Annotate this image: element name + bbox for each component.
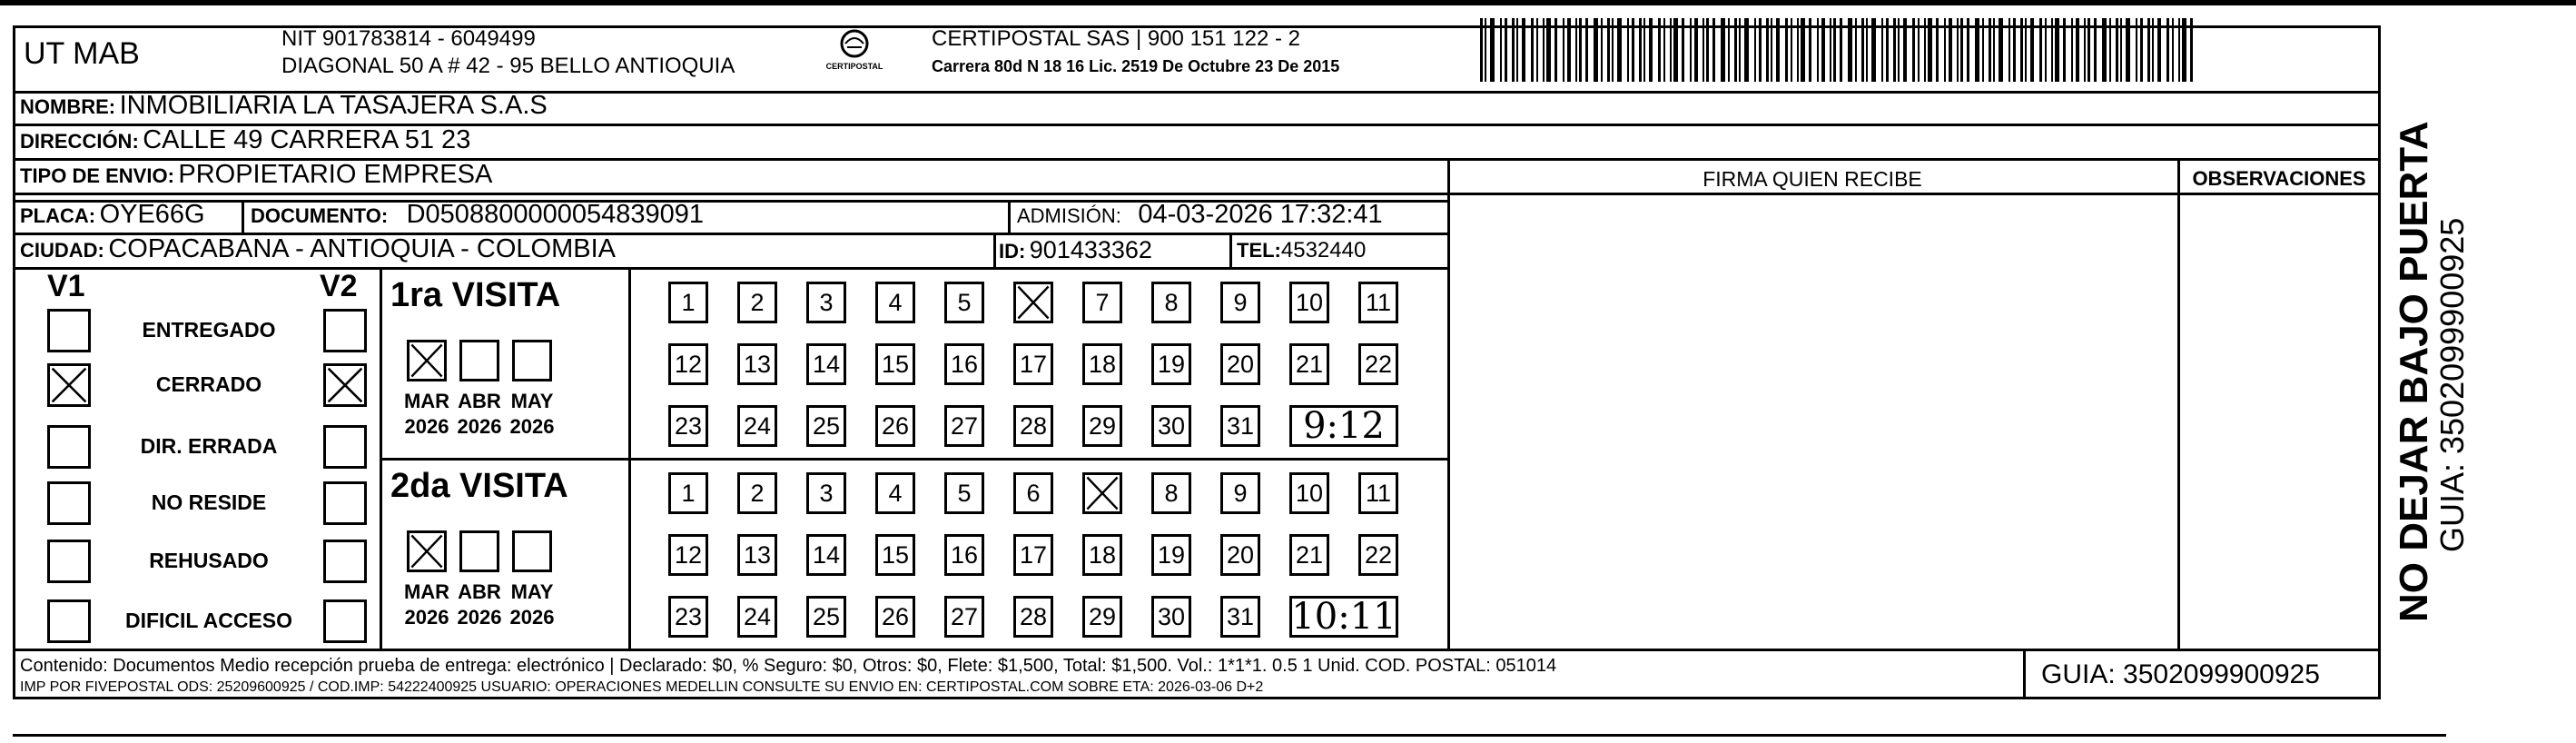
barcode-bar [1658,18,1661,82]
route-code: UT MAB [24,36,140,71]
barcode-bar [1999,18,2003,82]
day-box[interactable]: 14 [806,534,846,576]
barcode-bar [1480,18,1483,82]
v1-checkbox[interactable] [47,363,91,407]
id-cell: ID: 901433362 [999,236,1152,263]
visit-time[interactable]: 9:12 [1289,405,1398,447]
col-line-id [993,233,996,267]
barcode-bar [1505,18,1507,82]
barcode-bar [2051,18,2053,82]
day-box[interactable]: 29 [1082,405,1122,447]
day-box[interactable]: 24 [737,596,777,638]
day-box[interactable]: 2 [737,472,777,514]
barcode-bar [1957,18,1959,82]
status-label: DIR. ERRADA [140,434,278,458]
barcode-bar [2063,18,2066,82]
day-box[interactable]: 24 [737,405,777,447]
day-box[interactable]: 15 [875,534,915,576]
col-line-footer-guide [2023,649,2026,699]
day-box[interactable]: 7 [1082,282,1122,323]
barcode-bar [1898,18,1900,82]
footer-guide: GUIA: 3502099900925 [2041,659,2320,689]
barcode-bar [2087,18,2090,82]
barcode-bar [2140,18,2143,82]
barcode-bar [1579,18,1582,82]
courier-license: Carrera 80d N 18 16 Lic. 2519 De Octubre 23 De 2015 [932,57,1340,75]
barcode-bar [1485,18,1486,82]
v2-checkbox[interactable] [323,481,367,525]
barcode-bar [2055,18,2059,82]
v2-label: V2 [320,269,358,303]
barcode-bar [1617,18,1622,82]
day-box[interactable]: 11 [1358,472,1398,514]
signature-header: FIRMA QUIEN RECIBE [1703,167,1922,191]
barcode-bar [1830,18,1831,82]
barcode-bar [1928,18,1932,82]
barcode-bar [1967,18,1969,82]
barcode-bar [2152,18,2154,82]
month-year: 2026 [457,606,502,629]
barcode-bar [1694,18,1698,82]
day-box[interactable]: 15 [875,343,915,385]
barcode-bar [1871,18,1876,82]
day-box[interactable]: 28 [1013,405,1053,447]
day-box[interactable]: 18 [1082,343,1122,385]
month-label [400,389,454,440]
v1-checkbox[interactable] [47,540,91,583]
shipment-type: PROPIETARIO EMPRESA [178,160,493,189]
barcode-bar [1785,18,1788,82]
barcode-bar [2178,18,2180,82]
v1-checkbox[interactable] [47,599,91,643]
barcode-bar [1612,18,1614,82]
barcode-bar [1866,18,1868,82]
courier-info [932,25,1339,80]
barcode-bar [1546,18,1551,82]
barcode-bar [1543,18,1545,82]
v1-checkbox[interactable] [47,425,91,469]
barcode-bar [2039,18,2042,82]
company-logo [815,27,893,78]
day-box[interactable]: 29 [1082,596,1122,638]
barcode-bar [1912,18,1915,82]
barcode-bar [1893,18,1896,82]
day-box[interactable]: 21 [1289,534,1329,576]
barcode-bar [1563,18,1564,82]
imp-line: IMP POR FIVEPOSTAL ODS: 25209600925 / COD.IMP: 54222400925 USUARIO: OPERACIONES MEDELLIN CONSULTE SU ENVIO EN: CERTIPOSTAL.COM SOBRE ETA: 2026-03-06 D+2 [20,679,1264,695]
address-row: DIRECCIÓN: CALLE 49 CARRERA 51 23 [20,125,471,154]
day-box[interactable]: 31 [1220,405,1260,447]
col-line-signature [1447,158,1450,649]
observations-header: OBSERVACIONES [2192,167,2366,190]
day-box[interactable]: 23 [668,405,708,447]
barcode-bar [1531,18,1534,82]
status-label: REHUSADO [149,549,269,572]
day-box[interactable]: 26 [875,596,915,638]
sender-address: DIAGONAL 50 A # 42 - 95 BELLO ANTIOQUIA [281,54,735,78]
id-value: 901433362 [1029,236,1152,263]
day-box[interactable]: 13 [737,343,777,385]
day-box[interactable] [1013,282,1053,323]
barcode-bar [1771,18,1772,82]
day-box[interactable]: 1 [668,282,708,323]
barcode-bar [1607,18,1610,82]
bottom-border [13,734,2446,737]
day-box[interactable]: 17 [1013,534,1053,576]
admission-value: 04-03-2026 17:32:41 [1138,200,1383,229]
barcode-bar [2190,18,2193,82]
day-box[interactable]: 27 [944,596,984,638]
barcode-bar [1754,18,1756,82]
col-line-plate [242,200,244,233]
visit-title: 2da VISITA [390,467,568,505]
day-box[interactable]: 10 [1289,282,1329,323]
col-line-admission [1008,200,1011,233]
barcode-bar [1594,18,1598,82]
day-box[interactable]: 26 [875,405,915,447]
barcode-bar [2071,18,2073,82]
day-box[interactable]: 8 [1151,472,1191,514]
month-name: MAR [403,580,450,603]
barcode-bar [1776,18,1780,82]
sender-info [281,25,735,80]
barcode-bar [1522,18,1525,82]
month-year: 2026 [509,415,555,438]
v2-checkbox[interactable] [323,540,367,583]
barcode-bar [1797,18,1799,82]
barcode-bar [1833,18,1836,82]
day-box[interactable]: 10 [1289,472,1329,514]
month-label [505,580,559,630]
v2-checkbox[interactable] [323,425,367,469]
month-checkbox[interactable] [459,530,499,572]
month-name: ABR [458,580,501,603]
barcode-bar [1739,18,1741,82]
day-box[interactable]: 12 [668,343,708,385]
status-label: DIFICIL ACCESO [124,609,292,632]
month-checkbox[interactable] [512,340,552,381]
barcode-bar [2008,18,2010,82]
side-guide: GUIA: 3502099900925 [2433,217,2471,552]
barcode-bar [1821,18,1825,82]
barcode-bar [1936,18,1939,82]
day-box[interactable]: 6 [1013,472,1053,514]
barcode-bar [1673,18,1678,82]
barcode-bar [1536,18,1538,82]
row-line-5 [13,267,1447,270]
barcode-bar [1734,18,1737,82]
barcode-bar [2025,18,2027,82]
barcode-bar [2013,18,2016,82]
barcode [1480,18,2206,82]
day-box[interactable]: 14 [806,343,846,385]
barcode-bar [2182,18,2186,82]
barcode-bar [1840,18,1842,82]
barcode-bar [1848,18,1852,82]
barcode-bar [1918,18,1920,82]
status-label: NO RESIDE [151,490,267,514]
barcode-bar [2126,18,2130,82]
courier-company: CERTIPOSTAL SAS | 900 151 122 - 2 [932,26,1300,51]
logo-text: CERTIPOSTAL [825,62,883,71]
day-box[interactable]: 5 [944,472,984,514]
barcode-bar [2166,18,2169,82]
day-box[interactable]: 30 [1151,596,1191,638]
document-cell: DOCUMENTO: D0508800000054839091 [251,200,704,229]
barcode-bar [1791,18,1792,82]
barcode-bar [1567,18,1571,82]
admission-cell: ADMISIÓN: 04-03-2026 17:32:41 [1017,200,1383,229]
day-box[interactable]: 1 [668,472,708,514]
barcode-bar [2076,18,2079,82]
day-box[interactable]: 27 [944,405,984,447]
day-box[interactable]: 11 [1358,282,1398,323]
barcode-bar [1585,18,1588,82]
barcode-bar [1993,18,1995,82]
header-row-line [1447,193,2381,195]
tel-cell: TEL:4532440 [1237,238,1367,263]
v1-label: V1 [47,269,85,303]
plate-value: OYE66G [99,200,205,229]
sender-nit: NIT 901783814 - 6049499 [281,26,536,51]
barcode-bar [1703,18,1704,82]
plate-cell: PLACA: OYE66G [20,200,205,229]
barcode-bar [1554,18,1557,82]
day-box[interactable]: 4 [875,472,915,514]
barcode-bar [1801,18,1805,82]
day-box[interactable]: 9 [1220,472,1260,514]
visit-time[interactable]: 10:11 [1289,596,1398,638]
month-label [452,389,507,440]
day-box[interactable]: 19 [1151,343,1191,385]
barcode-bar [1944,18,1946,82]
barcode-bar [1706,18,1709,82]
barcode-bar [2109,18,2111,82]
barcode-bar [1982,18,1984,82]
top-border [0,0,2576,5]
barcode-bar [2030,18,2034,82]
day-box[interactable]: 9 [1220,282,1260,323]
barcode-bar [1744,18,1749,82]
month-year: 2026 [509,606,555,629]
barcode-bar [2102,18,2107,82]
day-box[interactable]: 13 [737,534,777,576]
day-box[interactable]: 4 [875,282,915,323]
month-checkbox[interactable] [407,530,447,572]
barcode-bar [1575,18,1577,82]
barcode-bar [1759,18,1762,82]
barcode-bar [1903,18,1907,82]
barcode-bar [1766,18,1769,82]
barcode-bar [1601,18,1603,82]
day-box[interactable]: 22 [1358,534,1398,576]
day-box[interactable]: 23 [668,596,708,638]
barcode-bar [2084,18,2086,82]
barcode-bar [1627,18,1629,82]
content-line: Contenido: Documentos Medio recepción prueba de entrega: electrónico | Declarado: $0, % Seguro: $0, Otros: $0, Flete: $1,500, Total: $1,500. Vol.: 1*1*1. 0.5 1 Unid. COD. POSTAL: 051014 [20,656,1557,676]
barcode-bar [1649,18,1653,82]
barcode-bar [1490,18,1495,82]
day-box[interactable]: 18 [1082,534,1122,576]
month-checkbox[interactable] [512,530,552,572]
v2-checkbox[interactable] [323,309,367,352]
v2-checkbox[interactable] [323,363,367,407]
day-box[interactable]: 28 [1013,596,1053,638]
month-label [452,580,507,630]
barcode-bar [2120,18,2122,82]
month-year: 2026 [404,606,449,629]
month-name: MAY [510,390,554,412]
barcode-bar [2094,18,2097,82]
barcode-bar [1712,18,1715,82]
barcode-bar [1960,18,1963,82]
barcode-bar [1516,18,1518,82]
row-line-3 [13,193,1447,195]
barcode-bar [1512,18,1515,82]
day-box[interactable]: 22 [1358,343,1398,385]
visit-separator [380,458,1447,461]
day-box[interactable]: 2 [737,282,777,323]
month-name: MAY [510,580,554,603]
visit-title: 1ra VISITA [390,276,561,314]
barcode-bar [1861,18,1864,82]
barcode-bar [1639,18,1642,82]
barcode-bar [2020,18,2023,82]
col-line-tel [1229,233,1232,267]
barcode-bar [1886,18,1889,82]
day-box[interactable]: 19 [1151,534,1191,576]
day-box[interactable]: 12 [668,534,708,576]
day-box[interactable]: 16 [944,534,984,576]
month-year: 2026 [404,415,449,438]
day-box[interactable]: 16 [944,343,984,385]
barcode-bar [2045,18,2047,82]
barcode-bar [1817,18,1819,82]
barcode-bar [2147,18,2150,82]
recipient-name: INMOBILIARIA LA TASAJERA S.A.S [119,91,548,120]
barcode-bar [1682,18,1684,82]
barcode-bar [2172,18,2174,82]
month-name: ABR [458,390,501,412]
recipient-address: CALLE 49 CARRERA 51 23 [143,125,471,154]
type-row: TIPO DE ENVIO: PROPIETARIO EMPRESA [20,160,493,189]
barcode-bar [1975,18,1979,82]
month-label [400,580,454,630]
month-label [505,389,559,440]
barcode-bar [2136,18,2137,82]
v1-checkbox[interactable] [47,481,91,525]
day-box[interactable]: 31 [1220,596,1260,638]
barcode-bar [1728,18,1730,82]
barcode-bar [1632,18,1634,82]
barcode-bar [1949,18,1952,82]
month-name: MAR [403,390,450,412]
day-box[interactable]: 20 [1220,343,1260,385]
day-box[interactable]: 30 [1151,405,1191,447]
month-checkbox[interactable] [407,340,447,381]
status-label: ENTREGADO [142,318,276,342]
barcode-bar [1663,18,1665,82]
tel-value: 4532440 [1280,238,1367,263]
barcode-bar [2116,18,2118,82]
barcode-bar [1855,18,1857,82]
barcode-bar [2157,18,2161,82]
day-box[interactable]: 8 [1151,282,1191,323]
barcode-bar [1924,18,1926,82]
document-value: D0508800000054839091 [406,200,704,229]
day-box[interactable]: 3 [806,472,846,514]
day-box[interactable]: 3 [806,282,846,323]
status-label: CERRADO [155,372,262,396]
month-year: 2026 [457,415,502,438]
day-box[interactable]: 17 [1013,343,1053,385]
day-box[interactable]: 21 [1289,343,1329,385]
barcode-bar [1500,18,1502,82]
month-checkbox[interactable] [459,340,499,381]
barcode-bar [1690,18,1692,82]
day-box[interactable] [1082,472,1122,514]
day-box[interactable]: 25 [806,596,846,638]
barcode-bar [1670,18,1672,82]
name-row: NOMBRE: INMOBILIARIA LA TASAJERA S.A.S [20,91,548,120]
col-line-observations [2177,158,2180,649]
barcode-bar [1809,18,1811,82]
barcode-bar [1881,18,1883,82]
day-box[interactable]: 5 [944,282,984,323]
barcode-bar [1721,18,1725,82]
v1-checkbox[interactable] [47,309,91,352]
day-box[interactable]: 20 [1220,534,1260,576]
side-warning: NO DEJAR BAJO PUERTA [2392,121,2436,622]
city-value: COPACABANA - ANTIOQUIA - COLOMBIA [108,234,616,263]
day-box[interactable]: 25 [806,405,846,447]
barcode-bar [1989,18,1991,82]
barcode-bar [1643,18,1645,82]
v2-checkbox[interactable] [323,599,367,643]
city-cell: CIUDAD: COPACABANA - ANTIOQUIA - COLOMBIA [20,234,616,263]
